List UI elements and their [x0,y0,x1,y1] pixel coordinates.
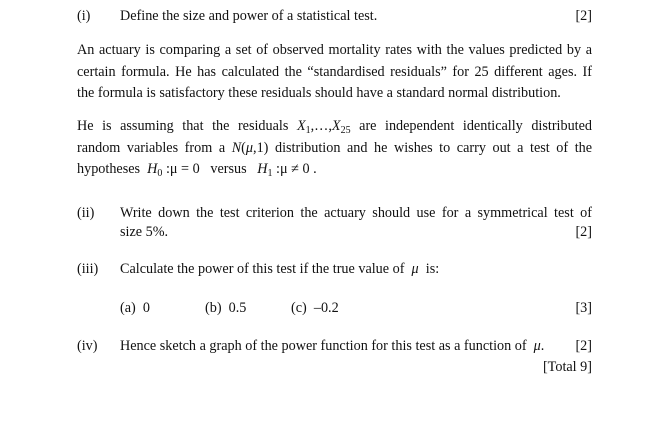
option-b-value: 0.5 [228,300,247,316]
alternative-hypothesis [257,161,316,177]
paren-open: ( [241,139,246,156]
assumption-text-3: random variables from a [77,139,226,156]
h1-symbol: H [257,161,268,177]
question-ii-number: (ii) [77,205,95,221]
question-ii-marks: [2] [575,224,592,240]
option-a [120,299,150,317]
intro-line-1: An actuary is comparing a set of observed mortality rates with the values predicted by a [77,42,592,58]
question-iii-number: (iii) [77,261,99,277]
option-c-label: (c) [291,300,307,316]
n-symbol: N [231,139,242,156]
question-iv-prompt: Hence sketch a graph of the power function for this test as a function of [120,338,527,354]
h1-subscript: 1 [267,168,273,179]
option-a-value: 0 [142,300,150,316]
question-iii-tail: is: [425,261,440,277]
option-b [205,299,246,317]
question-iii-text [120,260,439,278]
hypotheses-label: hypotheses [77,161,141,177]
question-i-number: (i) [77,8,91,24]
assumption-line-3 [77,159,592,181]
assumption-line-1 [77,116,592,138]
h1-statement: :μ ≠ 0 . [276,161,317,177]
option-a-label: (a) [120,300,136,316]
paren-close: ,1) [253,139,269,156]
normal-distribution-notation [232,140,269,156]
intro-line-2: certain formula. He has calculated the “standardised residuals” for 25 different ages. If [77,63,592,80]
option-b-label: (b) [205,300,222,316]
question-i-text: Define the size and power of a statistical test. [120,8,378,24]
question-ii-line-2: size 5%. [120,224,169,240]
option-c [291,299,339,317]
option-c-value: –0.2 [313,300,339,316]
intro-line-3: the formula is satisfactory these residuals should have a standard normal distribution. [77,85,561,101]
subscript-25: 25 [340,125,351,136]
intro-paragraph [77,40,592,105]
question-iii-prompt: Calculate the power of this test if the true value of [120,261,405,277]
assumption-text-4: distribution and he wishes to carry out a test of the [274,139,593,156]
h0-statement: :μ = 0 [165,161,200,177]
assumption-text-1: He is assuming that the residuals [77,118,289,134]
x-symbol: X [296,118,306,134]
question-i-marks: [2] [575,8,592,24]
h0-subscript: 0 [157,168,163,179]
mu-symbol-iii: μ [411,261,419,277]
mu-symbol: μ [245,139,254,156]
question-ii-line-1: Write down the test criterion the actuary should use for a symmetrical test of [120,205,592,221]
versus-word: versus [210,161,247,177]
question-iv-number: (iv) [77,338,98,354]
null-hypothesis [147,161,200,177]
x-symbol-25: X [331,118,341,134]
assumption-text-2: are independent identically distributed [359,118,593,134]
assumption-paragraph [77,116,592,181]
question-iii-marks: [3] [575,300,592,316]
total-marks: [Total 9] [542,359,592,375]
residuals-notation [297,118,351,134]
question-iv-period: . [540,338,545,354]
question-iv-text [120,337,544,355]
subscript-1: 1 [305,125,311,136]
assumption-line-2 [77,138,592,160]
mu-symbol-iv: μ [533,338,541,354]
question-iv-marks: [2] [575,338,592,354]
h0-symbol: H [147,161,158,177]
ellipsis: ,…, [310,118,332,134]
